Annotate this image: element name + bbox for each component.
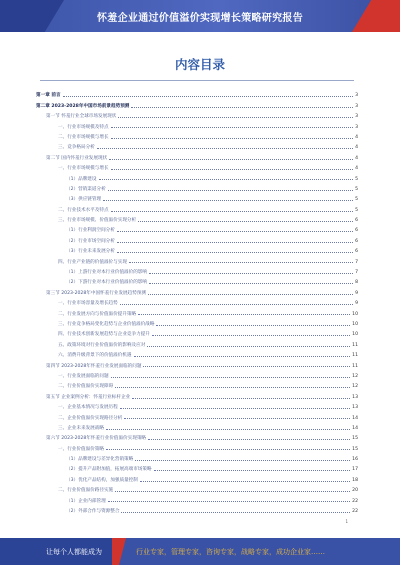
toc-entry[interactable] (36, 150, 358, 160)
toc-leader-dots (148, 294, 353, 295)
toc-entry-page: 14 (352, 415, 358, 421)
toc-entry-title: （2）提升产品附加值，拓展高端市场策略 (66, 467, 152, 473)
toc-leader-dots (147, 346, 350, 347)
toc-entry-page: 4 (355, 134, 358, 140)
toc-entry[interactable] (36, 171, 358, 181)
toc-entry-title: （2）外部合作与资源整合 (66, 509, 120, 515)
footer-red-accent (112, 538, 126, 565)
toc-entry[interactable] (36, 213, 358, 223)
toc-leader-dots (106, 449, 350, 450)
toc-leader-dots (152, 335, 350, 336)
toc-entry[interactable] (36, 462, 358, 472)
toc-entry-title: （2）行业市场空间分析 (66, 238, 115, 244)
toc-leader-dots (121, 512, 350, 513)
toc-entry-title: 四、行业技术创新发展趋势与企业竞争力提升 (58, 332, 150, 338)
toc-entry[interactable] (36, 421, 358, 431)
toc-leader-dots (143, 366, 350, 367)
toc-entry-page: 12 (352, 384, 358, 390)
toc-leader-dots (149, 273, 353, 274)
toc-entry-page: 18 (352, 477, 358, 483)
toc-entry-page: 3 (355, 114, 358, 120)
toc-entry-page: 3 (355, 124, 358, 130)
toc-entry-title: 二、行业价值溢价实现障碍 (58, 384, 114, 390)
toc-entry[interactable] (36, 202, 358, 212)
toc-entry-page: 11 (352, 353, 358, 359)
table-of-contents (36, 88, 358, 514)
toc-entry[interactable] (36, 88, 358, 98)
toc-entry-title: （1）品牌建设与差异化营销策略 (66, 457, 134, 463)
toc-entry[interactable] (36, 285, 358, 295)
toc-entry-page: 3 (355, 103, 358, 109)
toc-leader-dots (115, 387, 350, 388)
toc-entry-title: （1）上游行业对本行业价值溢价的影响 (66, 270, 148, 276)
toc-entry-page: 15 (352, 446, 358, 452)
toc-entry-title: 五、政策环境对行业价值溢价的影响及应对 (58, 342, 146, 348)
toc-entry[interactable] (36, 140, 358, 150)
toc-entry-title: 三、行业市场规模、价值溢价实现分析 (58, 218, 137, 224)
toc-entry-page: 11 (352, 342, 358, 348)
toc-leader-dots (117, 242, 353, 243)
toc-entry-title: 一、行业价值溢价策略 (58, 446, 104, 452)
toc-leader-dots (138, 221, 353, 222)
toc-entry[interactable] (36, 275, 358, 285)
toc-leader-dots (115, 491, 350, 492)
toc-entry[interactable] (36, 472, 358, 482)
toc-entry-page: 20 (352, 488, 358, 494)
toc-entry-title: 二、行业技术水平及特点 (58, 207, 109, 213)
toc-entry-page: 13 (352, 405, 358, 411)
footer-slogan: 让每个人都能成为 (46, 548, 102, 556)
toc-leader-dots (154, 470, 351, 471)
toc-entry[interactable] (36, 119, 358, 129)
toc-entry-page: 22 (352, 509, 358, 515)
toc-entry-title: 一、行业市场规模及特点 (58, 124, 109, 130)
toc-entry[interactable] (36, 452, 358, 462)
toc-leader-dots (120, 304, 353, 305)
toc-entry-title: 第四节 2023-2028年怀羞行业发展面临的问题 (46, 363, 142, 369)
toc-entry-title: 第二章 2023-2028年中国市场前景趋势预测 (36, 103, 130, 109)
toc-entry-title: 一、行业市场容量及增长趋势 (58, 301, 118, 307)
toc-entry[interactable] (36, 244, 358, 254)
toc-leader-dots (118, 117, 353, 118)
toc-leader-dots (134, 356, 351, 357)
toc-leader-dots (63, 96, 353, 97)
toc-entry-title: 二、行业市场规模与增长 (58, 134, 109, 140)
toc-entry-title: 二、行业价值溢价路径实施 (58, 488, 114, 494)
toc-entry-page: 5 (355, 186, 358, 192)
toc-leader-dots (135, 460, 350, 461)
toc-entry-page: 6 (355, 249, 358, 255)
toc-entry[interactable] (36, 109, 358, 119)
toc-entry-title: （2）营销渠道分析 (66, 186, 106, 192)
toc-entry-page: 10 (352, 311, 358, 317)
toc-entry-page: 10 (352, 332, 358, 338)
toc-entry-page: 6 (355, 228, 358, 234)
toc-entry-title: 一、企业基本情况与发展历程 (58, 405, 118, 411)
toc-entry-page: 6 (355, 218, 358, 224)
toc-entry[interactable] (36, 192, 358, 202)
toc-entry-title: 第二节 国内怀羞行业发展现状 (46, 155, 108, 161)
toc-entry-page: 6 (355, 238, 358, 244)
footer-bar (0, 538, 400, 565)
toc-entry-page: 4 (355, 145, 358, 151)
toc-leader-dots (108, 190, 353, 191)
toc-entry-title: 第一节 怀羞行业全球市场发展现状 (46, 114, 117, 120)
toc-entry[interactable] (36, 400, 358, 410)
toc-entry[interactable] (36, 493, 358, 503)
toc-entry[interactable] (36, 483, 358, 493)
toc-entry-page: 15 (352, 436, 358, 442)
toc-entry[interactable] (36, 441, 358, 451)
toc-entry-page: 9 (355, 301, 358, 307)
toc-entry-title: 二、行业发展方向与价值溢价提升策略 (58, 311, 137, 317)
toc-entry-title: 第一章 前言 (36, 93, 61, 99)
toc-entry-page: 3 (355, 93, 358, 99)
toc-leader-dots (111, 138, 354, 139)
toc-entry-title: 六、消费升级背景下的价值溢价机遇 (58, 353, 132, 359)
toc-entry-title: 第五节 企业案例分析：怀羞行业标杆企业 (46, 394, 131, 400)
toc-entry-page: 9 (355, 290, 358, 296)
toc-entry-page: 8 (355, 280, 358, 286)
toc-divider (40, 80, 354, 81)
toc-heading: 内容目录 (174, 57, 225, 72)
page-number: 1 (345, 519, 348, 524)
toc-leader-dots (148, 439, 350, 440)
toc-entry-page: 7 (355, 270, 358, 276)
toc-leader-dots (103, 200, 353, 201)
toc-entry-page: 10 (352, 321, 358, 327)
toc-entry-page: 7 (355, 259, 358, 265)
toc-leader-dots (111, 211, 354, 212)
toc-entry-page: 13 (352, 394, 358, 400)
toc-entry-title: 一、行业发展面临的问题 (58, 373, 109, 379)
toc-entry[interactable] (36, 265, 358, 275)
toc-entry[interactable] (36, 369, 358, 379)
toc-entry[interactable] (36, 306, 358, 316)
toc-entry[interactable] (36, 337, 358, 347)
toc-entry[interactable] (36, 379, 358, 389)
toc-entry-title: （3）行业未来发展分析 (66, 249, 115, 255)
toc-leader-dots (111, 169, 354, 170)
toc-entry-page: 4 (355, 166, 358, 172)
toc-leader-dots (106, 429, 350, 430)
toc-leader-dots (97, 148, 353, 149)
toc-entry-title: 三、企业未来发展战略 (58, 425, 104, 431)
toc-entry-title: （1）企业内部管理 (66, 498, 106, 504)
toc-entry-page: 5 (355, 207, 358, 213)
toc-entry-title: 第三节 2023-2028年中国怀羞行业发展趋势预测 (46, 290, 147, 296)
toc-entry-title: （1）行业利润空间分析 (66, 228, 115, 234)
toc-leader-dots (156, 325, 350, 326)
toc-entry[interactable] (36, 130, 358, 140)
toc-entry[interactable] (36, 223, 358, 233)
toc-entry-title: 二、企业价值溢价实现路径分析 (58, 415, 123, 421)
toc-entry-title: 三、竞争格局分析 (58, 145, 95, 151)
toc-entry-page: 5 (355, 197, 358, 203)
toc-entry-page: 12 (352, 373, 358, 379)
toc-entry[interactable] (36, 358, 358, 368)
toc-entry[interactable] (36, 233, 358, 243)
toc-leader-dots (131, 107, 353, 108)
toc-entry[interactable] (36, 389, 358, 399)
toc-leader-dots (111, 377, 351, 378)
toc-entry[interactable] (36, 348, 358, 358)
toc-entry[interactable] (36, 161, 358, 171)
toc-entry[interactable] (36, 98, 358, 108)
toc-entry-title: 三、行业竞争格局变化趋势与企业价值溢价战略 (58, 321, 155, 327)
top-banner (0, 0, 400, 32)
toc-entry-page: 16 (352, 457, 358, 463)
footer-roles: 行业专家，管理专家，咨询专家，战略专家，成功企业家…… (136, 548, 325, 556)
toc-leader-dots (129, 262, 353, 263)
toc-leader-dots (117, 252, 353, 253)
toc-entry-title: 一、行业市场规模与增长 (58, 166, 109, 172)
toc-leader-dots (111, 127, 354, 128)
toc-entry[interactable] (36, 410, 358, 420)
toc-leader-dots (108, 501, 350, 502)
toc-entry-page: 4 (355, 155, 358, 161)
toc-entry[interactable] (36, 327, 358, 337)
toc-entry-title: （2）下游行业对本行业价值溢价的影响 (66, 280, 148, 286)
toc-entry[interactable] (36, 504, 358, 514)
toc-entry[interactable] (36, 431, 358, 441)
toc-entry[interactable] (36, 182, 358, 192)
toc-entry[interactable] (36, 296, 358, 306)
toc-entry-title: 第六节 2023-2028年怀羞行业价值溢价实现策略 (46, 436, 147, 442)
toc-leader-dots (138, 314, 350, 315)
toc-leader-dots (120, 408, 350, 409)
toc-leader-dots (132, 398, 350, 399)
toc-entry[interactable] (36, 317, 358, 327)
toc-entry-title: （3）供应链管理 (66, 197, 102, 203)
toc-entry-page: 14 (352, 425, 358, 431)
toc-entry-page: 5 (355, 176, 358, 182)
toc-leader-dots (140, 481, 350, 482)
document-title: 怀羞企业通过价值溢价实现增长策略研究报告 (97, 13, 303, 24)
toc-leader-dots (149, 283, 353, 284)
toc-entry-page: 11 (352, 363, 358, 369)
toc-leader-dots (117, 231, 353, 232)
toc-entry-title: （1）品牌建设 (66, 176, 97, 182)
toc-entry-title: 四、行业产业链的价值溢价与实现 (58, 259, 127, 265)
toc-leader-dots (109, 159, 353, 160)
toc-entry[interactable] (36, 254, 358, 264)
toc-leader-dots (99, 179, 354, 180)
toc-leader-dots (124, 418, 350, 419)
toc-entry-title: （3）优化产品结构，加强质量控制 (66, 477, 138, 483)
toc-entry-page: 22 (352, 498, 358, 504)
toc-entry-page: 17 (352, 467, 358, 473)
